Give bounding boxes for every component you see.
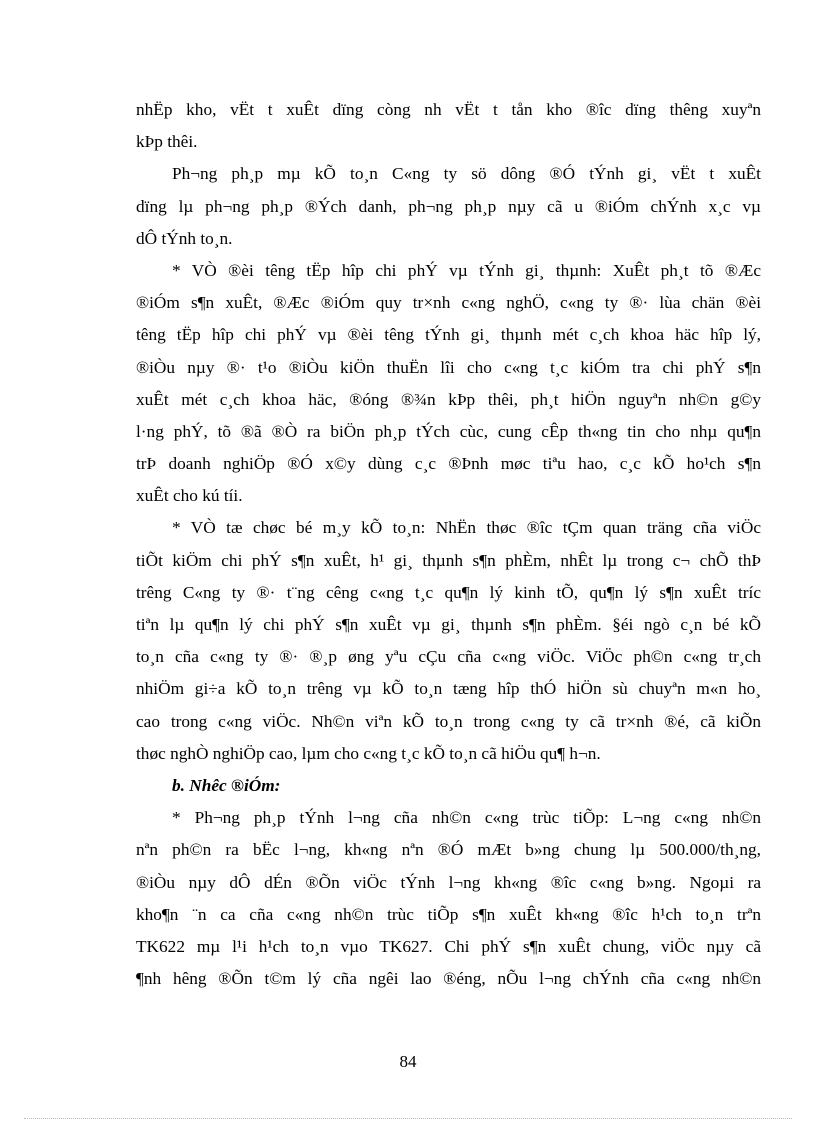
text-line: nhiÖm gi÷a kÕ to¸n trêng vµ kÕ to¸n tæng hîp thÓ hiÖn sù chuyªn m«n ho¸ — [136, 679, 761, 699]
text-line: * VÒ ®èi têng tËp hîp chi phÝ vµ tÝnh gi¸ thµnh: XuÊt ph¸t tõ ®Æc — [172, 260, 761, 280]
text-line: tiªn lµ qu¶n lý chi phÝ s¶n xuÊt vµ gi¸ thµnh s¶n phÈm. §éi ngò c¸n bé kÕ — [136, 615, 761, 634]
text-line: kÞp thêi. — [136, 132, 198, 152]
document-body — [136, 94, 761, 995]
text-line: trÞ doanh nghiÖp ®Ó x©y dùng c¸c ®Þnh møc tiªu hao, c¸c kÕ ho¹ch s¶n — [136, 454, 761, 474]
text-line: nhËp kho, vËt t xuÊt dïng còng nh vËt t tån kho ®îc dïng thêng xuyªn — [136, 100, 761, 119]
page-bottom-border — [24, 1118, 792, 1119]
page-number: 84 — [399, 1052, 417, 1071]
paragraph — [136, 94, 761, 158]
text-line: Ph¬ng ph¸p mµ kÕ to¸n C«ng ty sö dông ®Ó tÝnh gi¸ vËt t xuÊt — [172, 164, 761, 184]
text-line: xuÊt cho kú tíi. — [136, 486, 243, 506]
text-line: dïng lµ ph¬ng ph¸p ®Ých danh, ph¬ng ph¸p nµy cã u ®iÓm chÝnh x¸c vµ — [136, 196, 761, 216]
text-line: trêng C«ng ty ®· t¨ng cêng c«ng t¸c qu¶n lý kinh tÕ, qu¶n lý s¶n xuÊt tríc — [136, 582, 761, 602]
paragraph — [136, 255, 761, 513]
text-line: ®iÒu nµy ®· t¹o ®iÒu kiÖn thuËn lîi cho c«ng t¸c kiÓm tra chi phÝ s¶n — [136, 357, 761, 377]
text-line: tiÕt kiÖm chi phÝ s¶n xuÊt, h¹ gi¸ thµnh s¶n phÈm, nhÊt lµ trong c¬ chÕ thÞ — [136, 550, 761, 570]
paragraph — [136, 158, 761, 255]
text-line: dÔ tÝnh to¸n. — [136, 228, 233, 248]
paragraph — [136, 802, 761, 995]
text-line: ®iÒu nµy dÔ dÉn ®Õn viÖc tÝnh l¬ng kh«ng ®îc c«ng b»ng. Ngoµi ra — [136, 872, 761, 892]
text-line: têng tËp hîp chi phÝ vµ ®èi têng tÝnh gi¸ thµnh mét c¸ch khoa häc hîp lý, — [136, 325, 761, 345]
text-line: b. Nhêc ®iÓm: — [172, 775, 281, 795]
text-line: xuÊt mét c¸ch khoa häc, ®óng ®¾n kÞp thêi, ph¸t hiÖn nguyªn nh©n g©y — [136, 389, 761, 409]
paragraph — [136, 512, 761, 770]
text-line: kho¶n ¨n ca cña c«ng nh©n trùc tiÕp s¶n xuÊt kh«ng ®îc h¹ch to¸n trªn — [136, 904, 761, 924]
text-line: * VÒ tæ chøc bé m¸y kÕ to¸n: NhËn thøc ®îc tÇm quan träng cña viÖc — [172, 518, 761, 538]
section-heading — [136, 770, 761, 802]
text-line: ¶nh hêng ®Õn t©m lý cña ngêi lao ®éng, nÕu l¬ng chÝnh cña c«ng nh©n — [136, 969, 761, 989]
text-line: nªn ph©n ra bËc l¬ng, kh«ng nªn ®Ó mÆt b»ng chung lµ 500.000/th¸ng, — [136, 840, 761, 860]
text-line: TK622 mµ l¹i h¹ch to¸n vµo TK627. Chi phÝ s¶n xuÊt chung, viÖc nµy cã — [136, 936, 761, 956]
text-line: thøc nghÒ nghiÖp cao, lµm cho c«ng t¸c kÕ to¸n cã hiÖu qu¶ h¬n. — [136, 743, 601, 763]
text-line: * Ph¬ng ph¸p tÝnh l¬ng cña nh©n c«ng trùc tiÕp: L¬ng c«ng nh©n — [172, 808, 761, 828]
text-line: l·ng phÝ, tõ ®ã ®Ò ra biÖn ph¸p tÝch cùc, cung cÊp th«ng tin cho nhµ qu¶n — [136, 421, 761, 441]
text-line: ®iÓm s¶n xuÊt, ®Æc ®iÓm quy tr×nh c«ng nghÖ, c«ng ty ®· lùa chän ®èi — [136, 293, 761, 313]
text-line: cao trong c«ng viÖc. Nh©n viªn kÕ to¸n trong c«ng ty cã tr×nh ®é, cã kiÕn — [136, 711, 761, 731]
text-line: to¸n cña c«ng ty ®· ®¸p øng yªu cÇu cña c«ng viÖc. ViÖc ph©n c«ng tr¸ch — [136, 647, 761, 667]
